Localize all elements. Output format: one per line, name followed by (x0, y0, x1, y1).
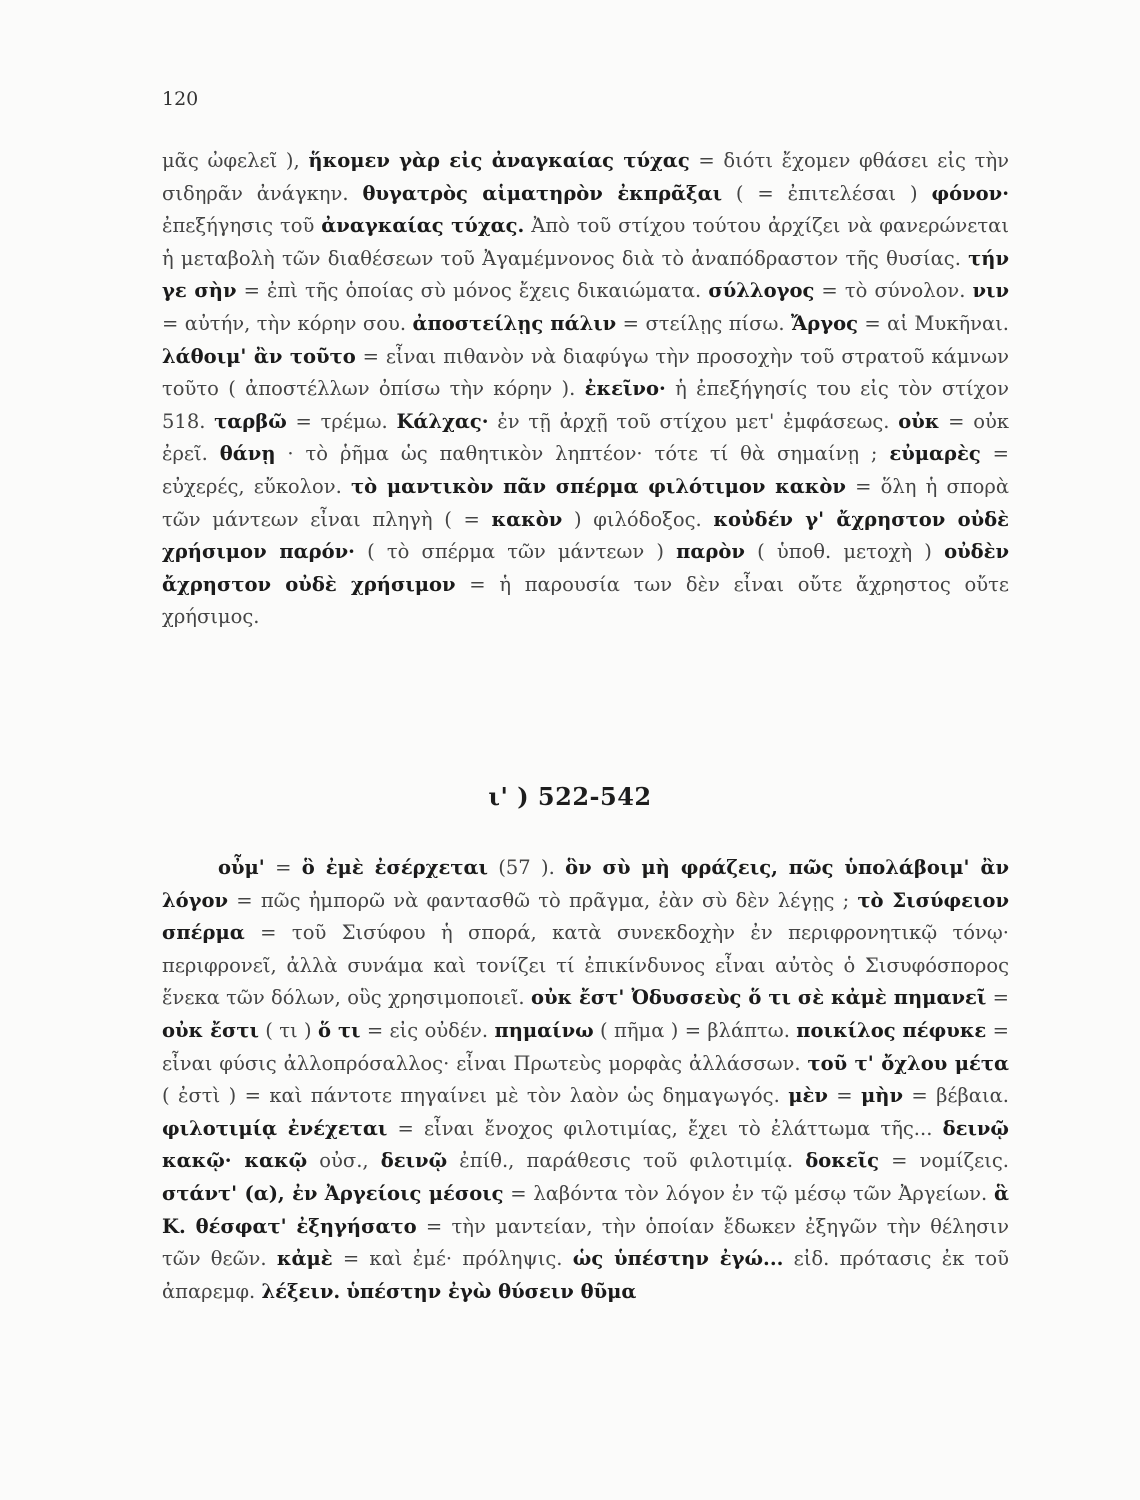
lemma-term: Κάλχας· (396, 409, 489, 433)
lemma-term: ὑπέστην ἐγὼ θύσειν θῦμα (346, 1279, 637, 1303)
commentary-text: ( τὸ σπέρμα τῶν μάντεων ) (354, 540, 677, 564)
lemma-term: δεινῷ (380, 1149, 448, 1173)
commentary-text: μᾶς ὠφελεῖ ), (162, 149, 309, 172)
lemma-term: Ἄργος (791, 311, 858, 335)
lemma-term: σύλλογος (708, 279, 815, 303)
lemma-term: θυγατρὸς αἱματηρὸν ἐκπρᾶξαι (362, 181, 723, 205)
lemma-term: μὲν (788, 1084, 828, 1108)
lemma-term: ὃν σὺ μὴ φράζεις, πῶς ὑπολάβοιμ' ἂν λόγον (162, 856, 1009, 912)
lemma-term: οὐδὲν ἄχρηστον οὐδὲ χρήσιμον (162, 540, 1009, 596)
lemma-term: λέξειν. (261, 1279, 341, 1303)
commentary-text: (57 ). (487, 856, 566, 879)
lemma-term: τὸ Σισύφειον σπέρμα (162, 888, 1009, 945)
lemma-term: οὖμ' (218, 856, 265, 879)
lemma-term: τήν γε σὴν (162, 246, 1009, 303)
lemma-term: οὐκ ἔστ' Ὀδυσσεὺς ὅ τι σὲ κἀμὲ πημανεῖ (530, 986, 987, 1010)
lemma-term: οὐκ ἔστι (162, 1018, 259, 1042)
commentary-text: = τὸ σύνολον. (814, 279, 973, 303)
lemma-term: τοῦ τ' ὄχλου μέτα (807, 1051, 1009, 1075)
lemma-term: ἐκεῖνο· (584, 377, 666, 401)
lemma-term: δοκεῖς (805, 1149, 880, 1173)
commentary-text: ) φιλόδοξος. (562, 507, 714, 531)
commentary-text: = τὴν μαντείαν, τὴν ὁποίαν ἔδωκεν ἐξηγῶν τὴν θέλησιν τῶν θεῶν. (162, 1214, 1010, 1271)
commentary-text: ἡ ἐπεξήγησίς του εἰς τὸν στίχον 518. (162, 377, 1010, 433)
commentary-text: ( πῆμα ) = βλάπτω. (593, 1018, 797, 1042)
lemma-term: ποικίλος πέφυκε (796, 1018, 987, 1042)
lemma-term: φόνον· (931, 181, 1009, 205)
commentary-text: ( ἐστὶ ) = καὶ πάντοτε πηγαίνει μὲ τὸν λαὸν ὡς δημαγωγός. (162, 1084, 789, 1108)
commentary-text: = εἶναι ἔνοχος φιλοτιμίας, ἔχει τὸ ἐλάττωμα τῆς... (387, 1116, 943, 1140)
lemma-term: ἃ Κ. θέσφατ' ἐξηγήσατο (162, 1181, 1009, 1238)
commentary-text: = ἐπὶ τῆς ὁποίας σὺ μόνος ἔχεις δικαιώματα. (236, 279, 709, 303)
lemma-term: εὐμαρὲς (889, 442, 981, 466)
lemma-term: στάντ' (α), ἐν Ἀργείοις μέσοις (162, 1181, 504, 1205)
commentary-text: Ἀπὸ τοῦ στίχου τούτου ἀρχίζει νὰ φανερώνεται ἡ μεταβολὴ τῶν διαθέσεων τοῦ Ἀγαμέμνονος διὰ τὸ ἀναπόδραστον τῆς θυσίας. (162, 214, 1009, 270)
commentary-text: = (986, 986, 1009, 1010)
commentary-text: = εὐχερές, εὔκολον. (162, 442, 1009, 498)
commentary-text: ( = ἐπιτελέσαι ) (722, 181, 932, 205)
commentary-text: = ἡ παρουσία των δὲν εἶναι οὔτε ἄχρηστος οὔτε χρήσιμος. (162, 572, 1009, 629)
lemma-term: κἀμὲ (276, 1247, 333, 1271)
lemma-term: ἥκομεν γὰρ εἰς ἀναγκαίας τύχας (308, 149, 690, 172)
commentary-paragraph-2 (162, 852, 1009, 1308)
commentary-text: = οὐκ ἐρεῖ. (162, 409, 1009, 466)
lemma-term: ταρβῶ (214, 409, 287, 433)
commentary-text: = αὐτήν, τὴν κόρην σου. (162, 311, 413, 335)
commentary-text: = τρέμω. (286, 409, 397, 433)
lemma-term: θάνῃ (219, 442, 276, 466)
lemma-term: κακὸν (491, 507, 563, 531)
commentary-text: = αἱ Μυκῆναι. (857, 311, 1009, 335)
lemma-term: ἀναγκαίας τύχας. (321, 214, 525, 238)
commentary-text: = (264, 856, 302, 879)
commentary-text: εἰδ. πρότασις ἐκ τοῦ ἀπαρεμφ. (162, 1247, 1009, 1303)
lemma-term: παρὸν (676, 540, 745, 564)
commentary-text: οὐσ., (307, 1149, 381, 1173)
commentary-text: ἐπίθ., παράθεσις τοῦ φιλοτιμίᾳ. (447, 1149, 806, 1173)
commentary-text: = στείλῃς πίσω. (616, 311, 792, 335)
commentary-text: ἐν τῇ ἀρχῇ τοῦ στίχου μετ' ἐμφάσεως. (488, 409, 899, 433)
page-number: 120 (162, 88, 199, 110)
lemma-term: μὴν (861, 1084, 903, 1108)
commentary-text: = καὶ ἐμέ· πρόληψις. (332, 1247, 573, 1271)
lemma-term: νιν (972, 279, 1009, 303)
commentary-text: ἐπεξήγησις τοῦ (162, 214, 322, 238)
lemma-term: φιλοτιμίᾳ ἐνέχεται (162, 1116, 388, 1140)
commentary-text: = εἶναι φύσις ἀλλοπρόσαλλος· εἶναι Πρωτεὺς μορφὰς ἀλλάσσων. (162, 1018, 1009, 1075)
commentary-text: = (827, 1084, 862, 1108)
commentary-text: = ὅλη ἡ σπορὰ τῶν μάντεων εἶναι πληγὴ ( = (162, 474, 1009, 531)
lemma-term: πημαίνω (494, 1018, 594, 1042)
lemma-term: τὸ μαντικὸν πᾶν σπέρμα φιλότιμον κακὸν (350, 474, 846, 498)
lemma-term: δεινῷ κακῷ· κακῷ (162, 1116, 1009, 1173)
lemma-term: οὐκ (898, 409, 940, 433)
commentary-text: = λαβόντα τὸν λόγον ἐν τῷ μέσῳ τῶν Ἀργείων. (503, 1181, 994, 1205)
commentary-text: = βέβαια. (903, 1084, 1009, 1108)
commentary-text: = τοῦ Σισύφου ἡ σπορά, κατὰ συνεκδοχὴν ἐν περιφρονητικῷ τόνῳ· περιφρονεῖ, ἀλλὰ συνάμα καὶ τονίζει τί ἐπικίνδυνος εἶναι αὐτὸς ὁ Σισυφόσπορος ἕνεκα τῶν δόλων, οὓς χρησιμοποιεῖ. (162, 921, 1009, 1010)
lemma-term: λάθοιμ' ἂν τοῦτο (162, 344, 356, 368)
lemma-term: ἀποστείλῃς πάλιν (412, 311, 617, 335)
commentary-text: = πῶς ἠμπορῶ νὰ φαντασθῶ τὸ πρᾶγμα, ἐὰν σὺ δὲν λέγῃς ; (228, 888, 858, 912)
section-heading: ι' ) 522-542 (488, 782, 652, 811)
commentary-text: · τὸ ῥῆμα ὡς παθητικὸν ληπτέον· τότε τί θὰ σημαίνῃ ; (275, 442, 890, 466)
commentary-text: = νομίζεις. (879, 1149, 1010, 1173)
commentary-text: ( ὑποθ. μετοχὴ ) (744, 540, 945, 564)
lemma-term: ὃ ἐμὲ ἐσέρχεται (301, 856, 488, 879)
commentary-paragraph-1 (162, 145, 1009, 634)
commentary-text: = εἶναι πιθανὸν νὰ διαφύγω τὴν προσοχὴν τοῦ στρατοῦ κάμνων τοῦτο ( ἀποστέλλων ὀπίσω τὴν κόρην ). (162, 344, 1009, 401)
lemma-term: κοὐδέν γ' ἄχρηστον οὐδὲ χρήσιμον παρόν· (162, 507, 1009, 564)
lemma-term: ὡς ὑπέστην ἐγώ... (572, 1247, 784, 1271)
commentary-text: = διότι ἔχομεν φθάσει εἰς τὴν σιδηρᾶν ἀνάγκην. (162, 149, 1009, 205)
commentary-text: = εἰς οὐδέν. (360, 1018, 495, 1042)
commentary-text: ( τι ) (258, 1018, 318, 1042)
lemma-term: ὅ τι (317, 1018, 361, 1042)
